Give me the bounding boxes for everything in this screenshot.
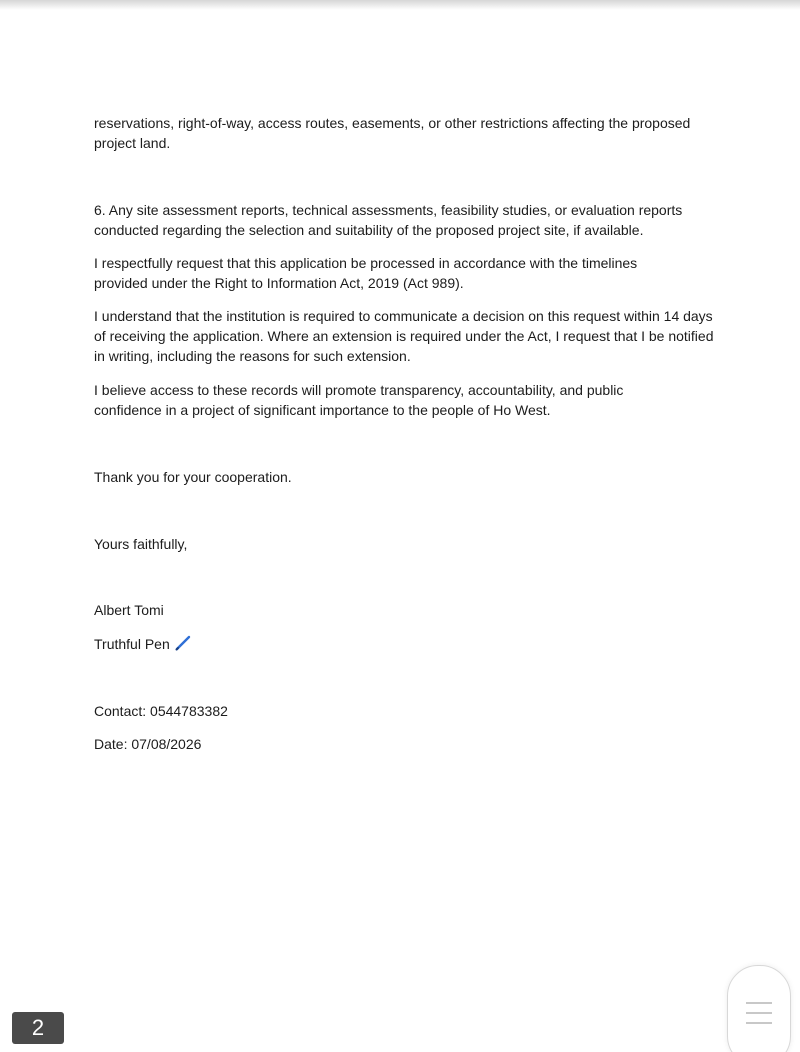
- paragraph-1: [94, 113, 714, 153]
- viewer-top-shadow: [0, 0, 800, 10]
- signer-name: Albert Tomi: [94, 602, 164, 618]
- paragraph-1-text: reservations, right-of-way, access routes, easements, or other restrictions affecting the proposed project land.: [94, 115, 691, 151]
- date-line: Date: 07/08/2026: [94, 736, 202, 752]
- pen-icon: [174, 634, 192, 657]
- paragraph-3: I respectfully request that this application be processed in accordance with the timelines provided under the Right to Information Act, 2019 (Act 989).: [94, 255, 638, 291]
- contact-line: Contact: 0544783382: [94, 703, 228, 719]
- signer-alias-line: [94, 634, 192, 657]
- page-number-badge: 2: [12, 1012, 64, 1044]
- paragraph-4: I understand that the institution is required to communicate a decision on this request within 14 days of receiving the application. Where an extension is required under the Act, I request that I be notified in writing, including the reasons for such extension.: [94, 308, 714, 364]
- scroll-handle[interactable]: [727, 965, 791, 1052]
- paragraph-5: I believe access to these records will promote transparency, accountability, and public confidence in a project of significant importance to the people of Ho West.: [94, 382, 624, 418]
- signer-alias: Truthful Pen: [94, 636, 170, 653]
- closing-line: Thank you for your cooperation.: [94, 469, 292, 485]
- salutation: Yours faithfully,: [94, 536, 188, 552]
- paragraph-2: 6. Any site assessment reports, technical assessments, feasibility studies, or evaluation reports conducted regarding the selection and suitability of the proposed project site, if available.: [94, 202, 683, 238]
